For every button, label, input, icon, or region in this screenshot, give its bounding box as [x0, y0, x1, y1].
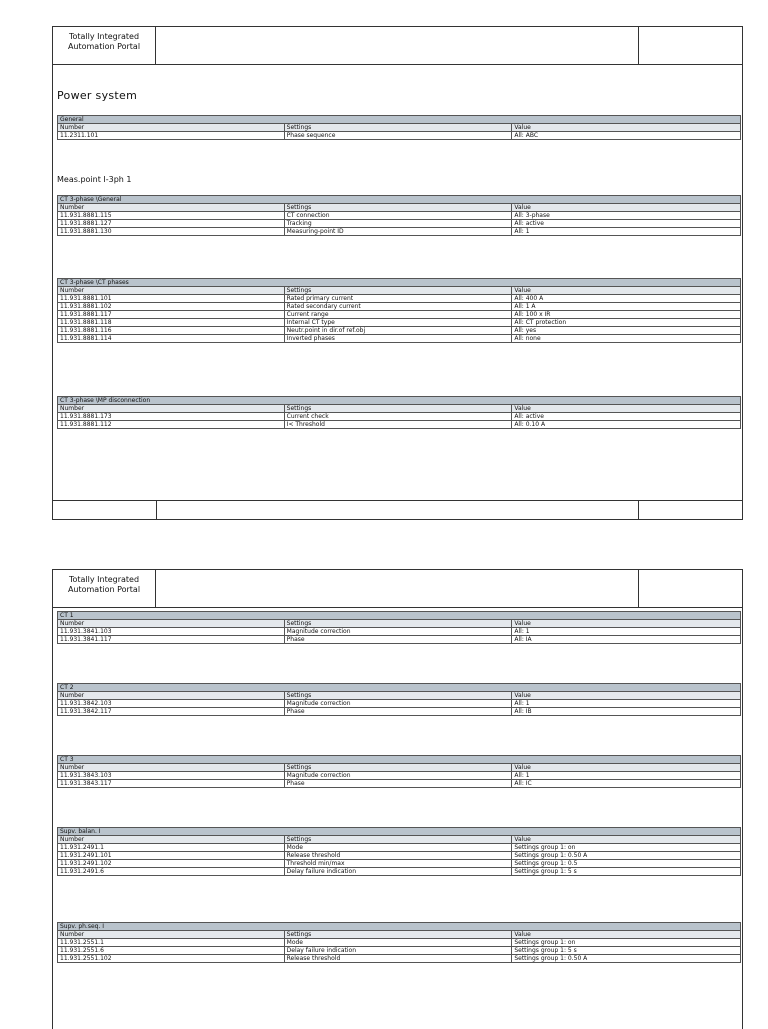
- cell-value: All: 1: [512, 772, 741, 780]
- cell-value: Settings group 1: 0.5: [512, 860, 741, 868]
- table-caption-row: [58, 684, 741, 692]
- cell-number: 11.931.2551.1: [58, 939, 285, 947]
- logo-line-2: Automation Portal: [67, 585, 141, 594]
- table-caption-row: [58, 923, 741, 931]
- logo-line-2: Automation Portal: [67, 42, 141, 51]
- column-header-number: Number: [58, 764, 285, 772]
- column-header-number: Number: [58, 124, 285, 132]
- cell-setting: Tracking: [284, 220, 512, 228]
- cell-value: Settings group 1: on: [512, 939, 741, 947]
- cell-number: 11.931.3841.117: [58, 636, 285, 644]
- cell-value: All: 3-phase: [512, 212, 741, 220]
- settings-table: [57, 827, 741, 876]
- table-header-row: [58, 764, 741, 772]
- cell-value: All: 1: [512, 228, 741, 236]
- table-caption-row: [58, 116, 741, 124]
- cell-number: 11.931.8881.101: [58, 295, 285, 303]
- cell-setting: I< Threshold: [284, 421, 512, 429]
- column-header-value: Value: [512, 764, 741, 772]
- table-row: [58, 780, 741, 788]
- table-header-row: [58, 620, 741, 628]
- column-header-value: Value: [512, 620, 741, 628]
- cell-setting: Magnitude correction: [284, 700, 512, 708]
- table-row: [58, 212, 741, 220]
- cell-setting: Mode: [284, 844, 512, 852]
- cell-number: 11.931.2491.101: [58, 852, 285, 860]
- column-header-settings: Settings: [284, 204, 512, 212]
- cell-setting: Measuring-point ID: [284, 228, 512, 236]
- tia-portal-logo-cell: [53, 27, 156, 64]
- footer-right-cell: [638, 501, 742, 519]
- header-right-cell: [638, 27, 742, 64]
- table-row: [58, 319, 741, 327]
- table-caption-row: [58, 279, 741, 287]
- page-header: [53, 27, 742, 65]
- cell-value: All: active: [512, 413, 741, 421]
- table-row: [58, 421, 741, 429]
- settings-table: [57, 755, 741, 788]
- column-header-value: Value: [512, 204, 741, 212]
- cell-number: 11.931.8881.130: [58, 228, 285, 236]
- cell-setting: Magnitude correction: [284, 628, 512, 636]
- column-header-number: Number: [58, 204, 285, 212]
- table-row: [58, 955, 741, 963]
- table-row: [58, 860, 741, 868]
- table-row: [58, 228, 741, 236]
- cell-setting: Current check: [284, 413, 512, 421]
- table-row: [58, 852, 741, 860]
- tia-portal-logo-cell: [53, 570, 156, 607]
- cell-setting: Phase: [284, 780, 512, 788]
- logo-line-1: Totally Integrated: [68, 575, 140, 584]
- table-caption: CT 3-phase \CT phases: [58, 279, 741, 287]
- section-title: Power system: [57, 89, 138, 102]
- table-row: [58, 868, 741, 876]
- column-header-settings: Settings: [284, 764, 512, 772]
- cell-setting: Magnitude correction: [284, 772, 512, 780]
- cell-setting: CT connection: [284, 212, 512, 220]
- cell-setting: Internal CT type: [284, 319, 512, 327]
- cell-number: 11.931.8881.117: [58, 311, 285, 319]
- cell-value: All: IB: [512, 708, 741, 716]
- table-header-row: [58, 931, 741, 939]
- cell-number: 11.931.3842.103: [58, 700, 285, 708]
- cell-value: Settings group 1: 0.50 A: [512, 852, 741, 860]
- table-caption: CT 3-phase \General: [58, 196, 741, 204]
- table-header-row: [58, 204, 741, 212]
- table-caption: CT 2: [58, 684, 741, 692]
- table-header-row: [58, 124, 741, 132]
- subsection-title: Meas.point I-3ph 1: [57, 175, 132, 184]
- cell-setting: Rated secondary current: [284, 303, 512, 311]
- table-caption: CT 1: [58, 612, 741, 620]
- table-caption: Supv. balan. I: [58, 828, 741, 836]
- table-header-row: [58, 287, 741, 295]
- cell-value: All: yes: [512, 327, 741, 335]
- cell-value: All: 1 A: [512, 303, 741, 311]
- table-caption-row: [58, 756, 741, 764]
- table-row: [58, 303, 741, 311]
- column-header-settings: Settings: [284, 620, 512, 628]
- cell-number: 11.931.3842.117: [58, 708, 285, 716]
- cell-number: 11.931.8881.102: [58, 303, 285, 311]
- cell-setting: Release threshold: [284, 852, 512, 860]
- table-row: [58, 628, 741, 636]
- cell-setting: Rated primary current: [284, 295, 512, 303]
- cell-setting: Mode: [284, 939, 512, 947]
- column-header-number: Number: [58, 836, 285, 844]
- cell-number: 11.931.8881.118: [58, 319, 285, 327]
- document-page-1: [52, 26, 743, 520]
- table-row: [58, 700, 741, 708]
- cell-value: All: 0.10 A: [512, 421, 741, 429]
- table-caption: CT 3: [58, 756, 741, 764]
- settings-table: [57, 278, 741, 343]
- cell-number: 11.931.8881.173: [58, 413, 285, 421]
- cell-number: 11.931.8881.116: [58, 327, 285, 335]
- table-caption-row: [58, 397, 741, 405]
- cell-number: 11.2311.101: [58, 132, 285, 140]
- cell-value: All: IC: [512, 780, 741, 788]
- cell-value: All: 1: [512, 628, 741, 636]
- cell-value: All: 400 A: [512, 295, 741, 303]
- cell-number: 11.931.3843.103: [58, 772, 285, 780]
- column-header-settings: Settings: [284, 287, 512, 295]
- cell-setting: Threshold min/max: [284, 860, 512, 868]
- table-header-row: [58, 405, 741, 413]
- table-row: [58, 708, 741, 716]
- cell-setting: Phase: [284, 636, 512, 644]
- settings-table: [57, 195, 741, 236]
- column-header-value: Value: [512, 931, 741, 939]
- cell-value: Settings group 1: on: [512, 844, 741, 852]
- settings-table: [57, 396, 741, 429]
- column-header-settings: Settings: [284, 836, 512, 844]
- page-footer: [53, 500, 742, 519]
- page-header: [53, 570, 742, 608]
- table-caption: General: [58, 116, 741, 124]
- table-row: [58, 311, 741, 319]
- cell-setting: Neutr.point in dir.of ref.obj: [284, 327, 512, 335]
- cell-number: 11.931.8881.114: [58, 335, 285, 343]
- table-row: [58, 413, 741, 421]
- column-header-value: Value: [512, 836, 741, 844]
- table-header-row: [58, 836, 741, 844]
- column-header-value: Value: [512, 124, 741, 132]
- table-row: [58, 327, 741, 335]
- table-caption: Supv. ph.seq. I: [58, 923, 741, 931]
- cell-setting: Phase sequence: [284, 132, 512, 140]
- column-header-number: Number: [58, 692, 285, 700]
- settings-table: [57, 922, 741, 963]
- column-header-number: Number: [58, 931, 285, 939]
- cell-number: 11.931.2551.102: [58, 955, 285, 963]
- settings-table: [57, 611, 741, 644]
- cell-setting: Current range: [284, 311, 512, 319]
- document-page-2: [52, 569, 743, 1029]
- cell-value: All: none: [512, 335, 741, 343]
- cell-setting: Release threshold: [284, 955, 512, 963]
- cell-value: All: ABC: [512, 132, 741, 140]
- settings-table: [57, 115, 741, 140]
- table-caption: CT 3-phase \MP disconnection: [58, 397, 741, 405]
- column-header-settings: Settings: [284, 405, 512, 413]
- table-row: [58, 844, 741, 852]
- logo-line-1: Totally Integrated: [68, 32, 140, 41]
- table-row: [58, 220, 741, 228]
- cell-value: All: active: [512, 220, 741, 228]
- cell-value: Settings group 1: 5 s: [512, 868, 741, 876]
- cell-number: 11.931.2551.6: [58, 947, 285, 955]
- cell-number: 11.931.8881.127: [58, 220, 285, 228]
- cell-value: All: IA: [512, 636, 741, 644]
- table-caption-row: [58, 612, 741, 620]
- table-caption-row: [58, 196, 741, 204]
- table-row: [58, 772, 741, 780]
- column-header-settings: Settings: [284, 692, 512, 700]
- header-right-cell: [638, 570, 742, 607]
- cell-number: 11.931.2491.6: [58, 868, 285, 876]
- column-header-value: Value: [512, 692, 741, 700]
- cell-number: 11.931.3841.103: [58, 628, 285, 636]
- column-header-number: Number: [58, 287, 285, 295]
- cell-value: All: 1: [512, 700, 741, 708]
- table-row: [58, 939, 741, 947]
- column-header-settings: Settings: [284, 124, 512, 132]
- cell-number: 11.931.8881.112: [58, 421, 285, 429]
- table-header-row: [58, 692, 741, 700]
- table-row: [58, 132, 741, 140]
- column-header-value: Value: [512, 405, 741, 413]
- cell-value: All: 100 x IR: [512, 311, 741, 319]
- table-row: [58, 335, 741, 343]
- cell-setting: Delay failure indication: [284, 947, 512, 955]
- cell-value: Settings group 1: 5 s: [512, 947, 741, 955]
- column-header-value: Value: [512, 287, 741, 295]
- cell-number: 11.931.2491.102: [58, 860, 285, 868]
- cell-setting: Delay failure indication: [284, 868, 512, 876]
- settings-table: [57, 683, 741, 716]
- cell-number: 11.931.3843.117: [58, 780, 285, 788]
- cell-setting: Inverted phases: [284, 335, 512, 343]
- cell-number: 11.931.2491.1: [58, 844, 285, 852]
- cell-setting: Phase: [284, 708, 512, 716]
- cell-value: Settings group 1: 0.50 A: [512, 955, 741, 963]
- table-caption-row: [58, 828, 741, 836]
- column-header-number: Number: [58, 405, 285, 413]
- table-row: [58, 636, 741, 644]
- cell-value: All: CT protection: [512, 319, 741, 327]
- cell-number: 11.931.8881.115: [58, 212, 285, 220]
- table-row: [58, 295, 741, 303]
- table-row: [58, 947, 741, 955]
- column-header-number: Number: [58, 620, 285, 628]
- footer-left-cell: [53, 501, 157, 519]
- column-header-settings: Settings: [284, 931, 512, 939]
